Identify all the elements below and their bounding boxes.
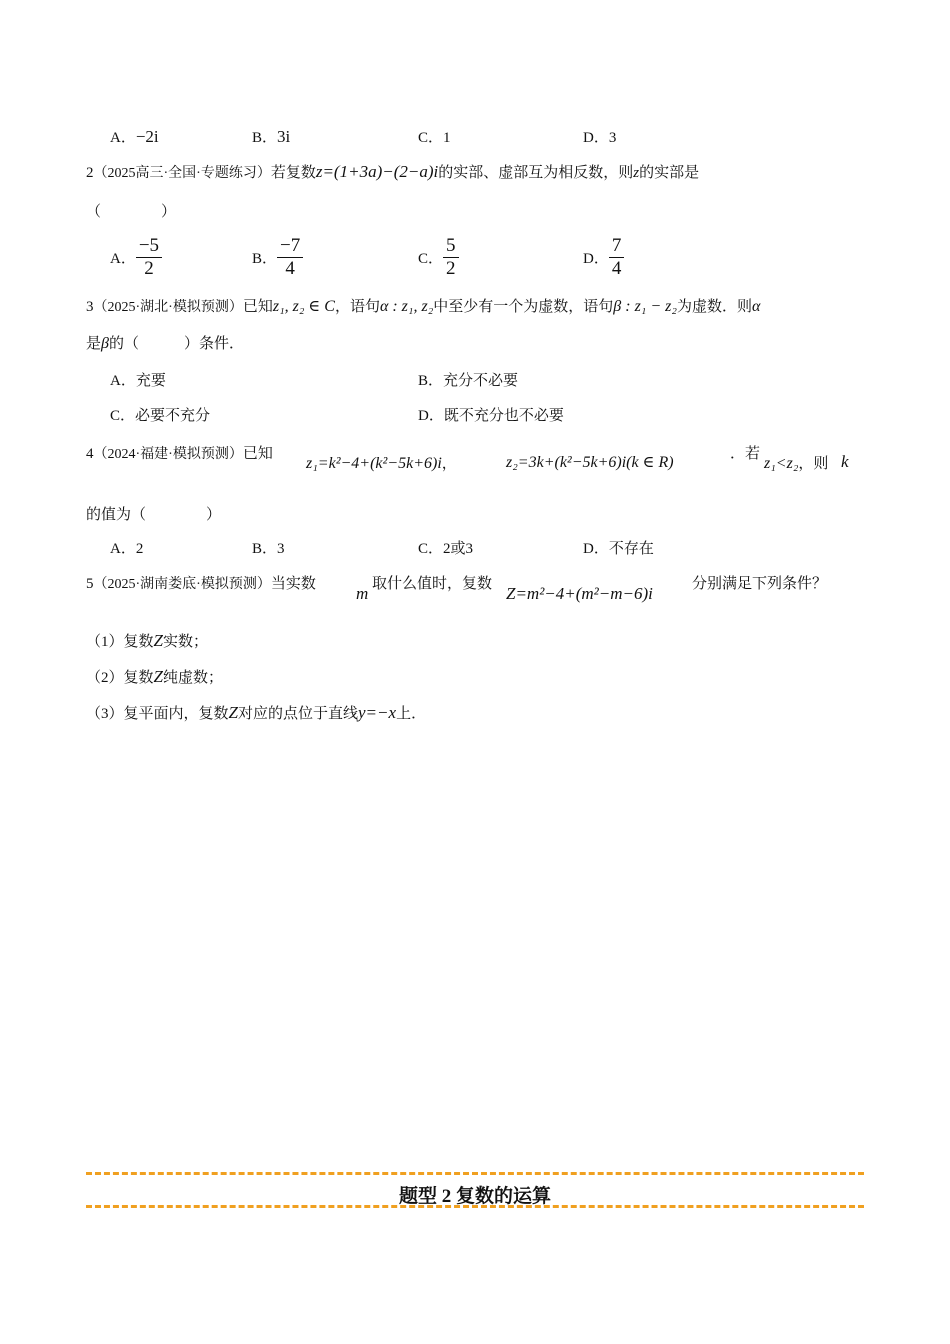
- q4-option-c: C．2或3: [418, 541, 474, 557]
- q5-stem: 5（2025·湖南娄底·模拟预测）当实数: [86, 576, 316, 592]
- q4-formula-z1: z₁=k²−4+(k²−5k+6)i，: [306, 455, 457, 472]
- q3-stem: 3（2025·湖北·模拟预测）已知z₁, z₂ ∈ C，语句α : z₁, z₂中至少有一个为虚数，语句β : z₁ − z₂为虚数．则α: [86, 298, 761, 315]
- q2-stem: 2（2025高三·全国·专题练习）若复数z=(1+3a)−(2−a)i的实部、虚部互为相反数，则z的实部是: [86, 162, 700, 181]
- q5-var-m: m: [356, 584, 369, 603]
- q5-stem-mid: 取什么值时，复数: [372, 576, 493, 592]
- q4-option-a: A．2: [110, 541, 144, 557]
- q3-option-c: C．必要不充分: [110, 408, 211, 424]
- section-divider-top: [86, 1172, 864, 1175]
- section-title: 题型 2 复数的运算: [398, 1186, 551, 1207]
- q5-part-2: （2）复数Z纯虚数；: [86, 667, 224, 686]
- q3-stem-line2: 是β的（ ）条件．: [86, 335, 244, 352]
- q4-inequality: z₁<z₂，则: [764, 455, 829, 472]
- q2-option-b: B． $\frac{-7}{4}$: [252, 236, 303, 279]
- q4-stem: 4（2024·福建·模拟预测）已知: [86, 446, 273, 462]
- q5-stem-end: 分别满足下列条件？: [692, 576, 828, 592]
- q5-part-1: （1）复数Z实数；: [86, 631, 209, 650]
- q4-stem-ruo: ．若: [730, 446, 761, 462]
- q2-option-d: D． $\frac{7}{4}$: [583, 236, 624, 279]
- q1-option-c: C．1: [418, 130, 451, 146]
- q3-option-d: D．既不充分也不必要: [418, 408, 564, 424]
- q4-formula-z2: z₂=3k+(k²−5k+6)i(k ∈ R): [506, 454, 674, 471]
- q2-option-c: C． $\frac{5}{2}$: [418, 236, 459, 279]
- q3-option-b: B．充分不必要: [418, 373, 519, 389]
- q5-formula: Z=m²−4+(m²−m−6)i: [506, 584, 653, 603]
- section-divider-bottom: [86, 1205, 864, 1208]
- q4-option-b: B．3: [252, 541, 285, 557]
- q4-option-d: D．不存在: [583, 541, 654, 557]
- q4-stem-line2: 的值为（ ）: [86, 507, 222, 523]
- q1-option-a: A．−2i: [110, 127, 159, 146]
- q3-option-a: A．充要: [110, 373, 166, 389]
- q1-option-b: B．3i: [252, 127, 291, 146]
- q1-option-d: D．3: [583, 130, 617, 146]
- q5-part-3: （3）复平面内，复数Z对应的点位于直线y=−x上．: [86, 703, 427, 722]
- q2-option-a: A． $\frac{-5}{2}$: [110, 236, 162, 279]
- q4-var-k: k: [841, 452, 849, 471]
- q2-paren: （ ）: [86, 204, 177, 220]
